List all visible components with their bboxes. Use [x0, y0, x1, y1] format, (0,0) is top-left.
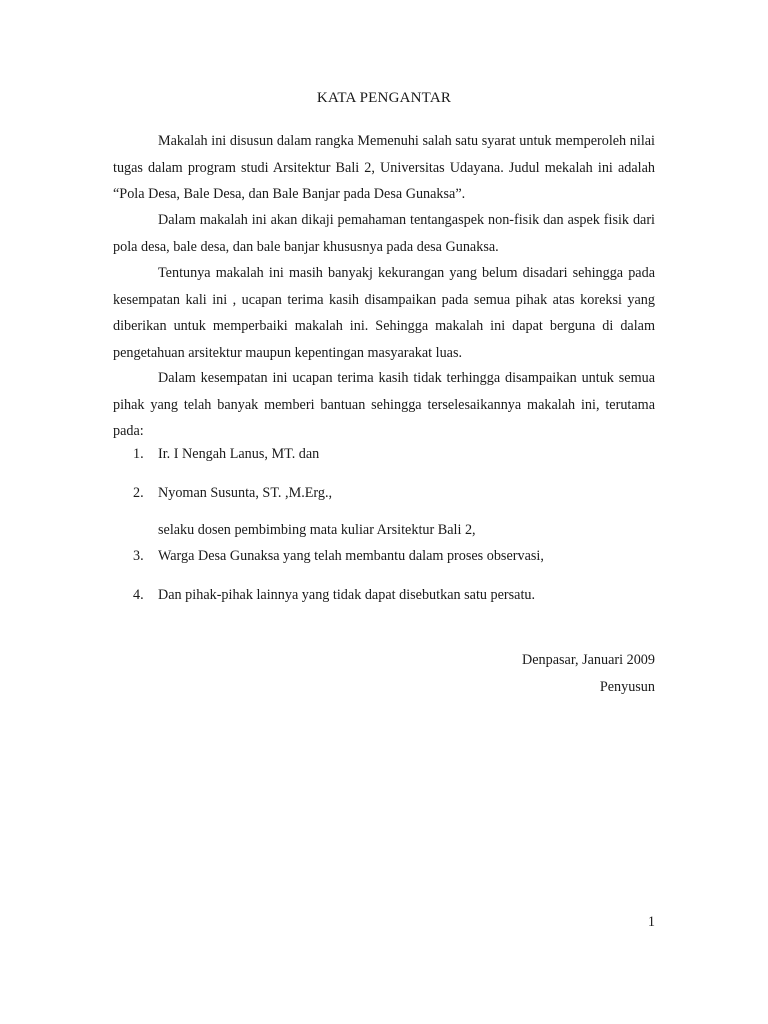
list-item-text: Ir. I Nengah Lanus, MT. dan [158, 446, 320, 462]
paragraph-intro: Makalah ini disusun dalam rangka Memenuhi salah satu syarat untuk memperoleh nilai tugas dalam program studi Arsitektur Bali 2, Universitas Udayana. Judul mekalah ini adalah “Pola Desa, Bale Desa, dan Bale Banjar pada Desa Gunaksa”. [113, 133, 655, 202]
list-item-number: 2. [133, 485, 144, 501]
list-note-text: selaku dosen pembimbing mata kuliar Arsitektur Bali 2, [158, 522, 476, 538]
signature-place-date: Denpasar, Januari 2009 [522, 652, 655, 668]
page-title: KATA PENGANTAR [316, 90, 452, 106]
paragraph-acknowledgement: Tentunya makalah ini masih banyakj kekurangan yang belum disadari sehingga pada kesempatan kali ini , ucapan terima kasih disampaikan pada semua pihak atas koreksi yang diberikan untuk memperbaiki makalah ini. Sehingga makalah ini dapat berguna di dalam pengetahuan arsitektur maupun kepentingan masyarakat luas. [113, 265, 655, 361]
paragraph-thanks: Dalam kesempatan ini ucapan terima kasih tidak terhingga disampaikan untuk semua pihak yang telah banyak memberi bantuan sehingga terselesaikannya makalah ini, terutama pada: [113, 370, 655, 439]
list-item-number: 1. [133, 446, 144, 462]
signature-author: Penyusun [599, 679, 655, 695]
page-number: 1 [647, 914, 655, 930]
list-item-text: Warga Desa Gunaksa yang telah membantu dalam proses observasi, [158, 548, 544, 564]
paragraph-scope: Dalam makalah ini akan dikaji pemahaman tentangaspek non-fisik dan aspek fisik dari pola desa, bale desa, dan bale banjar khususnya pada desa Gunaksa. [113, 212, 655, 255]
list-item-text: Nyoman Susunta, ST. ,M.Erg., [158, 485, 333, 501]
list-item-number: 3. [133, 548, 144, 564]
list-item-text: Dan pihak-pihak lainnya yang tidak dapat disebutkan satu persatu. [158, 587, 536, 603]
list-item-number: 4. [133, 587, 144, 603]
